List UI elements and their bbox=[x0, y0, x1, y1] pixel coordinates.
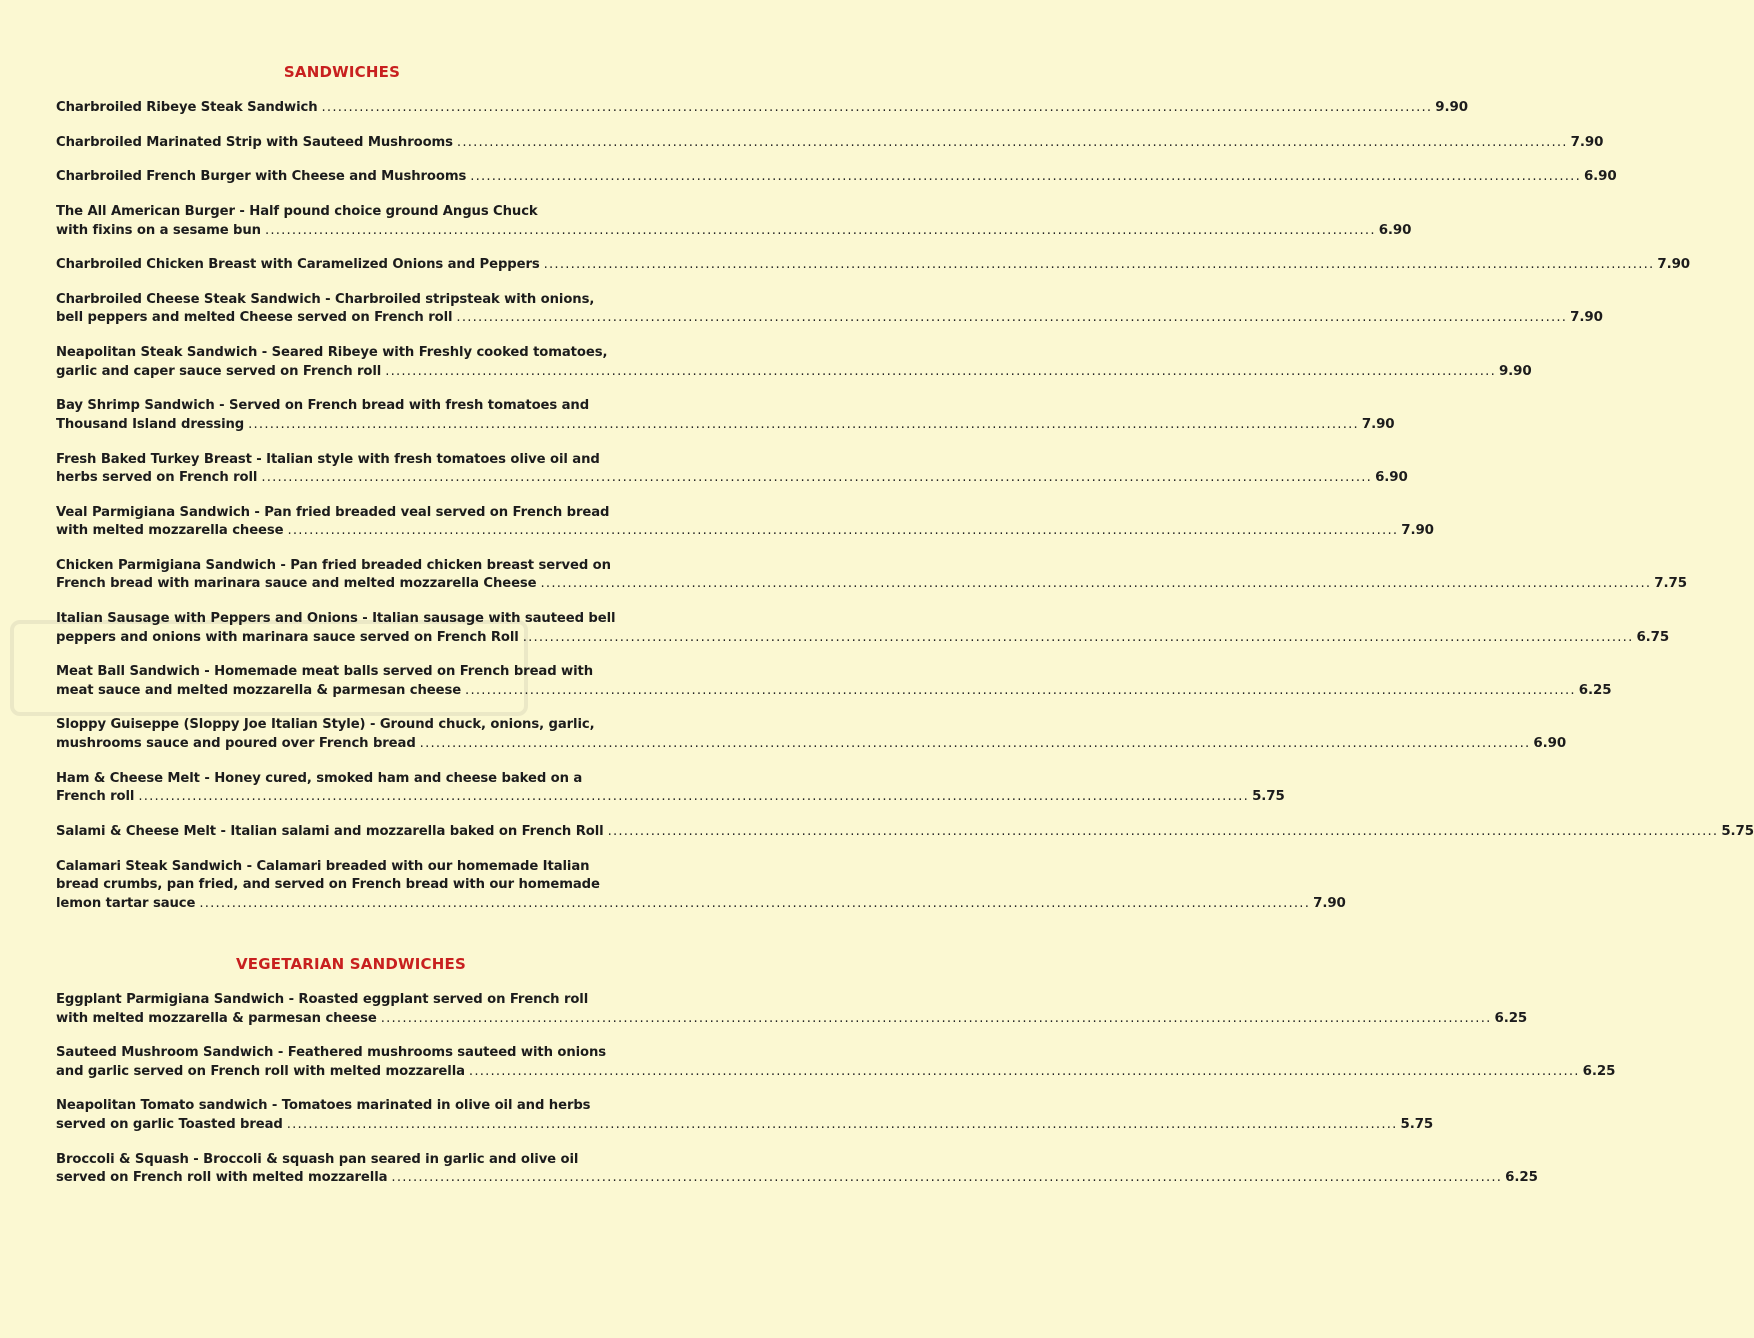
dot-leader bbox=[608, 823, 1719, 842]
dot-leader bbox=[465, 682, 1576, 701]
item-description-line: Sloppy Guiseppe (Sloppy Joe Italian Style) - Ground chuck, onions, garlic, bbox=[56, 717, 595, 733]
item-price: 6.90 bbox=[1583, 169, 1617, 185]
item-price-row bbox=[56, 522, 1434, 541]
item-price: 6.25 bbox=[1582, 1063, 1616, 1079]
item-price-row bbox=[56, 1063, 1616, 1082]
item-price-row bbox=[56, 629, 1670, 648]
menu-item bbox=[56, 1044, 1616, 1081]
item-price-row bbox=[56, 682, 1612, 701]
dot-leader bbox=[381, 1010, 1492, 1029]
menu-item bbox=[56, 203, 1412, 240]
vegetarian-list bbox=[56, 991, 1616, 1188]
item-price: 6.90 bbox=[1533, 735, 1567, 751]
item-price-row bbox=[56, 788, 1285, 807]
menu-item bbox=[56, 858, 1346, 914]
sandwiches-section bbox=[56, 63, 1754, 913]
item-price: 6.25 bbox=[1494, 1010, 1528, 1026]
item-description-line: The All American Burger - Half pound choice ground Angus Chuck bbox=[56, 204, 538, 220]
dot-leader bbox=[385, 363, 1496, 382]
item-description-line: Neapolitan Steak Sandwich - Seared Ribeye with Freshly cooked tomatoes, bbox=[56, 345, 608, 361]
item-description-line: Salami & Cheese Melt - Italian salami and mozzarella baked on French Roll bbox=[56, 823, 604, 839]
section-title-sandwiches: SANDWICHES bbox=[283, 63, 401, 81]
dot-leader bbox=[287, 1116, 1398, 1135]
item-description-line: Meat Ball Sandwich - Homemade meat balls served on French bread with bbox=[56, 664, 594, 680]
item-description-line: Charbroiled Cheese Steak Sandwich - Charbroiled stripsteak with onions, bbox=[56, 291, 595, 307]
dot-leader bbox=[456, 309, 1567, 328]
dot-leader bbox=[469, 1063, 1580, 1082]
menu-item bbox=[56, 256, 1691, 275]
menu-item bbox=[56, 344, 1532, 381]
item-description-line: lemon tartar sauce bbox=[56, 895, 196, 911]
item-description-line: with melted mozzarella & parmesan cheese bbox=[56, 1010, 377, 1026]
item-description-line: mushrooms sauce and poured over French bread bbox=[56, 735, 416, 751]
dot-leader bbox=[391, 1169, 1502, 1188]
item-description-line: Neapolitan Tomato sandwich - Tomatoes marinated in olive oil and herbs bbox=[56, 1098, 591, 1114]
item-description-line: peppers and onions with marinara sauce served on French Roll bbox=[56, 629, 519, 645]
dot-leader bbox=[261, 469, 1372, 488]
item-price: 6.90 bbox=[1378, 222, 1412, 238]
item-description-line: French roll bbox=[56, 789, 135, 805]
item-description-line: with fixins on a sesame bun bbox=[56, 222, 261, 238]
menu-item bbox=[56, 504, 1434, 541]
item-price: 5.75 bbox=[1400, 1116, 1434, 1132]
dot-leader bbox=[138, 788, 1249, 807]
item-price: 6.75 bbox=[1636, 629, 1670, 645]
menu-item bbox=[56, 1151, 1538, 1188]
menu-item bbox=[56, 291, 1603, 328]
item-price-row bbox=[56, 134, 1604, 153]
item-price-row bbox=[56, 222, 1412, 241]
menu-item bbox=[56, 610, 1670, 647]
item-description-line: Italian Sausage with Peppers and Onions - Italian sausage with sauteed bell bbox=[56, 611, 616, 627]
item-description-line: Thousand Island dressing bbox=[56, 416, 245, 432]
item-description-line: Fresh Baked Turkey Breast - Italian style with fresh tomatoes olive oil and bbox=[56, 451, 600, 467]
item-description-line: Ham & Cheese Melt - Honey cured, smoked ham and cheese baked on a bbox=[56, 770, 583, 786]
item-price: 7.90 bbox=[1570, 310, 1603, 326]
dot-leader bbox=[470, 168, 1581, 187]
item-price-row bbox=[56, 99, 1468, 118]
item-description-line: garlic and caper sauce served on French roll bbox=[56, 363, 382, 379]
item-price-row bbox=[56, 416, 1395, 435]
item-price: 5.75 bbox=[1721, 823, 1754, 839]
item-price-row bbox=[56, 823, 1754, 842]
dot-leader bbox=[523, 629, 1634, 648]
item-description-line: bread crumbs, pan fried, and served on French bread with our homemade bbox=[56, 877, 600, 892]
item-price: 7.90 bbox=[1313, 895, 1346, 911]
item-description-line: with melted mozzarella cheese bbox=[56, 523, 284, 539]
item-price-row bbox=[56, 168, 1617, 187]
item-price: 7.90 bbox=[1657, 257, 1691, 273]
menu-item bbox=[56, 557, 1687, 594]
item-description-line: Charbroiled Marinated Strip with Sauteed Mushrooms bbox=[56, 134, 453, 150]
dot-leader bbox=[265, 222, 1376, 241]
item-description-line: and garlic served on French roll with melted mozzarella bbox=[56, 1063, 465, 1079]
item-price-row bbox=[56, 1169, 1538, 1188]
item-description-line: served on French roll with melted mozzarella bbox=[56, 1170, 388, 1186]
menu-item bbox=[56, 1097, 1434, 1134]
dot-leader bbox=[248, 416, 1359, 435]
menu-item bbox=[56, 397, 1395, 434]
menu-item bbox=[56, 716, 1567, 753]
item-price: 7.90 bbox=[1570, 134, 1604, 150]
dot-leader bbox=[322, 99, 1433, 118]
item-price-row bbox=[56, 309, 1603, 328]
dot-leader bbox=[288, 522, 1399, 541]
item-description-line: Calamari Steak Sandwich - Calamari breaded with our homemade Italian bbox=[56, 858, 590, 874]
menu-item bbox=[56, 99, 1468, 118]
item-description-line: Eggplant Parmigiana Sandwich - Roasted eggplant served on French roll bbox=[56, 992, 589, 1007]
item-description-line: Veal Parmigiana Sandwich - Pan fried breaded veal served on French bread bbox=[56, 504, 610, 520]
item-price-row bbox=[56, 1010, 1528, 1029]
item-price: 7.90 bbox=[1361, 416, 1395, 432]
item-price: 7.75 bbox=[1654, 576, 1687, 592]
dot-leader bbox=[420, 735, 1531, 754]
item-description-line: herbs served on French roll bbox=[56, 470, 258, 485]
item-price: 6.25 bbox=[1578, 682, 1612, 698]
item-price-row bbox=[56, 1116, 1434, 1135]
menu-item bbox=[56, 134, 1604, 153]
item-description-line: Bay Shrimp Sandwich - Served on French bread with fresh tomatoes and bbox=[56, 398, 590, 414]
item-description-line: Sauteed Mushroom Sandwich - Feathered mushrooms sauteed with onions bbox=[56, 1045, 607, 1061]
dot-leader bbox=[457, 134, 1568, 153]
menu-item bbox=[56, 823, 1754, 842]
menu-item bbox=[56, 168, 1617, 187]
item-price: 9.90 bbox=[1435, 100, 1468, 115]
item-price-row bbox=[56, 895, 1346, 914]
item-price-row bbox=[56, 256, 1691, 275]
item-price: 9.90 bbox=[1498, 363, 1532, 379]
sandwich-list bbox=[56, 99, 1754, 913]
item-price-row bbox=[56, 735, 1567, 754]
menu-item bbox=[56, 451, 1408, 488]
item-price-row bbox=[56, 575, 1687, 594]
item-description-line: Broccoli & Squash - Broccoli & squash pan seared in garlic and olive oil bbox=[56, 1151, 579, 1167]
menu-item bbox=[56, 770, 1285, 807]
item-price-row bbox=[56, 469, 1408, 488]
item-price: 6.25 bbox=[1505, 1170, 1538, 1186]
item-description-line: Charbroiled French Burger with Cheese and Mushrooms bbox=[56, 169, 467, 185]
menu-item bbox=[56, 663, 1612, 700]
item-description-line: Charbroiled Ribeye Steak Sandwich bbox=[56, 100, 318, 115]
item-description-line: bell peppers and melted Cheese served on French roll bbox=[56, 310, 453, 326]
item-description-line: served on garlic Toasted bread bbox=[56, 1116, 283, 1132]
item-description-line: Charbroiled Chicken Breast with Caramelized Onions and Peppers bbox=[56, 257, 540, 273]
section-title-vegetarian: VEGETARIAN SANDWICHES bbox=[236, 955, 466, 973]
dot-leader bbox=[199, 895, 1310, 914]
item-price: 5.75 bbox=[1252, 789, 1285, 805]
menu-item bbox=[56, 991, 1528, 1028]
dot-leader bbox=[541, 575, 1652, 594]
vegetarian-section bbox=[56, 955, 1616, 1188]
dot-leader bbox=[544, 256, 1655, 275]
item-description-line: meat sauce and melted mozzarella & parmesan cheese bbox=[56, 682, 462, 698]
item-description-line: Chicken Parmigiana Sandwich - Pan fried breaded chicken breast served on bbox=[56, 557, 611, 573]
item-price-row bbox=[56, 363, 1532, 382]
item-price: 7.90 bbox=[1401, 523, 1434, 539]
item-price: 6.90 bbox=[1375, 470, 1408, 485]
item-description-line: French bread with marinara sauce and melted mozzarella Cheese bbox=[56, 576, 537, 592]
